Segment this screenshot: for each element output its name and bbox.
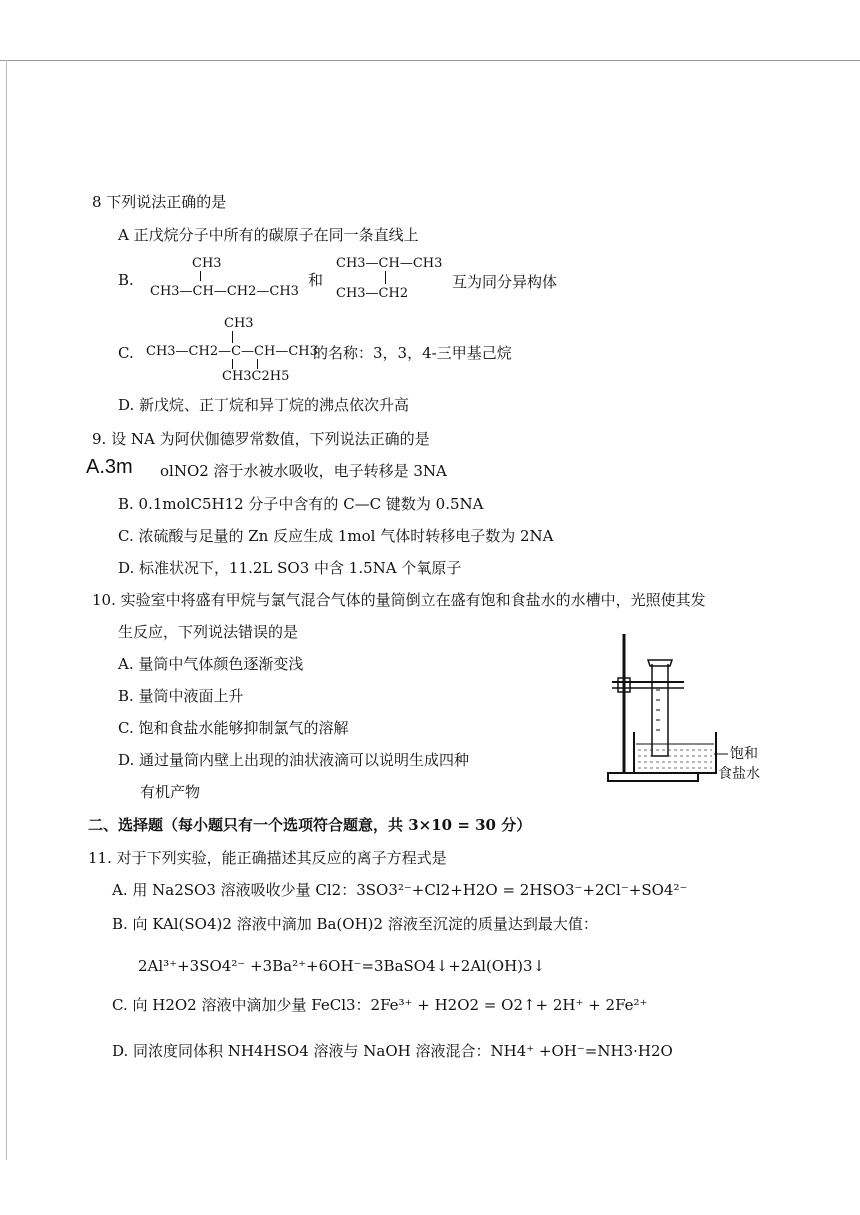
q8-b-formula1-bond (200, 271, 201, 281)
q8-b-formula2-chain: CH3—CH—CH3 (336, 256, 443, 271)
q9-stem: 9. 设 NA 为阿伏伽德罗常数值，下列说法正确的是 (92, 430, 430, 448)
q8-c-bottom-groups: CH3C2H5 (222, 369, 290, 384)
q8-b-formula2-branch: CH3—CH2 (336, 286, 409, 301)
q9-option-b: B. 0.1molC5H12 分子中含有的 C—C 键数为 0.5NA (118, 495, 484, 513)
q9-option-c: C. 浓硫酸与足量的 Zn 反应生成 1mol 气体时转移电子数为 2NA (118, 527, 554, 545)
q8-option-b-tail: 互为同分异构体 (452, 273, 558, 291)
q11-option-b-equation: 2Al³⁺+3SO4²⁻ +3Ba²⁺+6OH⁻=3BaSO4↓+2Al(OH)3↓ (138, 957, 546, 975)
q8-b-and: 和 (308, 271, 324, 289)
q10-option-c: C. 饱和食盐水能够抑制氯气的溶解 (118, 719, 349, 737)
q9-option-a-prefix: A.3m (86, 456, 133, 478)
q8-c-bottom-bond1 (232, 359, 233, 369)
q11-option-a: A. 用 Na2SO3 溶液吸收少量 Cl2：3SO3²⁻+Cl2+H2O = 2HSO3⁻+2Cl⁻+SO4²⁻ (112, 881, 688, 899)
q8-b-formula2-bond (385, 271, 386, 284)
q8-c-main-chain: CH3—CH2—C—CH—CH3 (146, 344, 318, 359)
q11-option-b: B. 向 KAl(SO4)2 溶液中滴加 Ba(OH)2 溶液至沉淀的质量达到最大值： (112, 915, 598, 933)
q8-c-top-methyl: CH3 (224, 316, 254, 331)
q11-option-d: D. 同浓度同体积 NH4HSO4 溶液与 NaOH 溶液混合：NH4⁺ +OH⁻=NH3·H2O (112, 1042, 673, 1060)
q8-option-a: A 正戊烷分子中所有的碳原子在同一条直线上 (118, 226, 419, 244)
q10-figure-label-line1: 饱和 (730, 746, 758, 762)
q8-b-formula1-branch: CH3 (192, 256, 222, 271)
section2-title: 二、选择题（每小题只有一个选项符合题意，共 3×10 = 30 分） (88, 816, 532, 834)
q11-stem: 11. 对于下列实验，能正确描述其反应的离子方程式是 (88, 849, 447, 867)
q10-figure-label-line2: 食盐水 (718, 766, 760, 782)
q8-c-bottom-bond2 (257, 359, 258, 369)
q8-b-formula1-chain: CH3—CH—CH2—CH3 (150, 284, 299, 299)
q10-stem-line2: 生反应，下列说法错误的是 (118, 623, 299, 641)
q10-option-a: A. 量筒中气体颜色逐渐变浅 (118, 655, 304, 673)
q8-c-top-bond (232, 331, 233, 343)
q8-option-d: D. 新戊烷、正丁烷和异丁烷的沸点依次升高 (118, 396, 410, 414)
q9-option-d: D. 标准状况下，11.2L SO3 中含 1.5NA 个氧原子 (118, 559, 462, 577)
q8-option-c-label: C. (118, 344, 134, 362)
q11-option-c: C. 向 H2O2 溶液中滴加少量 FeCl3：2Fe³⁺ + H2O2 = O2↑+ 2H⁺ + 2Fe²⁺ (112, 996, 648, 1014)
q10-option-b: B. 量筒中液面上升 (118, 687, 244, 705)
q9-option-a-rest: olNO2 溶于水被水吸收，电子转移是 3NA (160, 462, 447, 480)
q10-option-d-line1: D. 通过量筒内壁上出现的油状液滴可以说明生成四种 (118, 751, 470, 769)
page-top-border (0, 60, 860, 61)
page-left-border (6, 60, 7, 1160)
q10-option-d-line2: 有机产物 (140, 783, 201, 801)
q8-option-b-label: B. (118, 271, 134, 289)
q8-option-c-tail: 的名称：3，3，4-三甲基己烷 (313, 344, 512, 362)
q10-stem-line1: 10. 实验室中将盛有甲烷与氯气混合气体的量筒倒立在盛有饱和食盐水的水槽中，光照使其发 (92, 591, 706, 609)
q8-stem: 8 下列说法正确的是 (92, 193, 227, 211)
